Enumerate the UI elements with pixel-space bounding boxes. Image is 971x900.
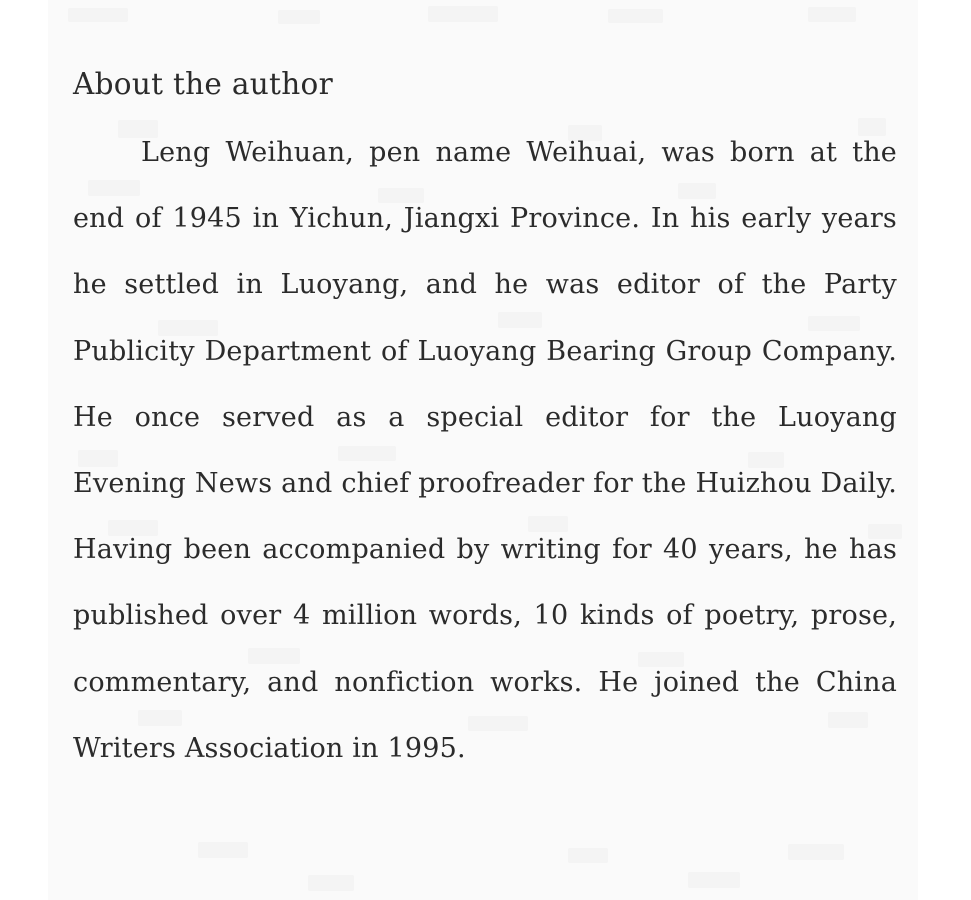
author-section: [73, 58, 897, 782]
section-title: About the author: [73, 67, 333, 101]
author-bio-paragraph: Leng Weihuan, pen name Weihuai, was born at the end of 1945 in Yichun, Jiangxi Province. In his early years he settled in Luoyang, and he was editor of the Party Publicity Department of Luoyang Bearing Group Company. He once served as a special editor for the Luoyang Evening News and chief proofreader for the Huizhou Daily. Having been accompanied by writing for 40 years, he has published over 4 million words, 10 kinds of poetry, prose, commentary, and nonfiction works. He joined the China Writers Association in 1995.: [73, 137, 897, 764]
